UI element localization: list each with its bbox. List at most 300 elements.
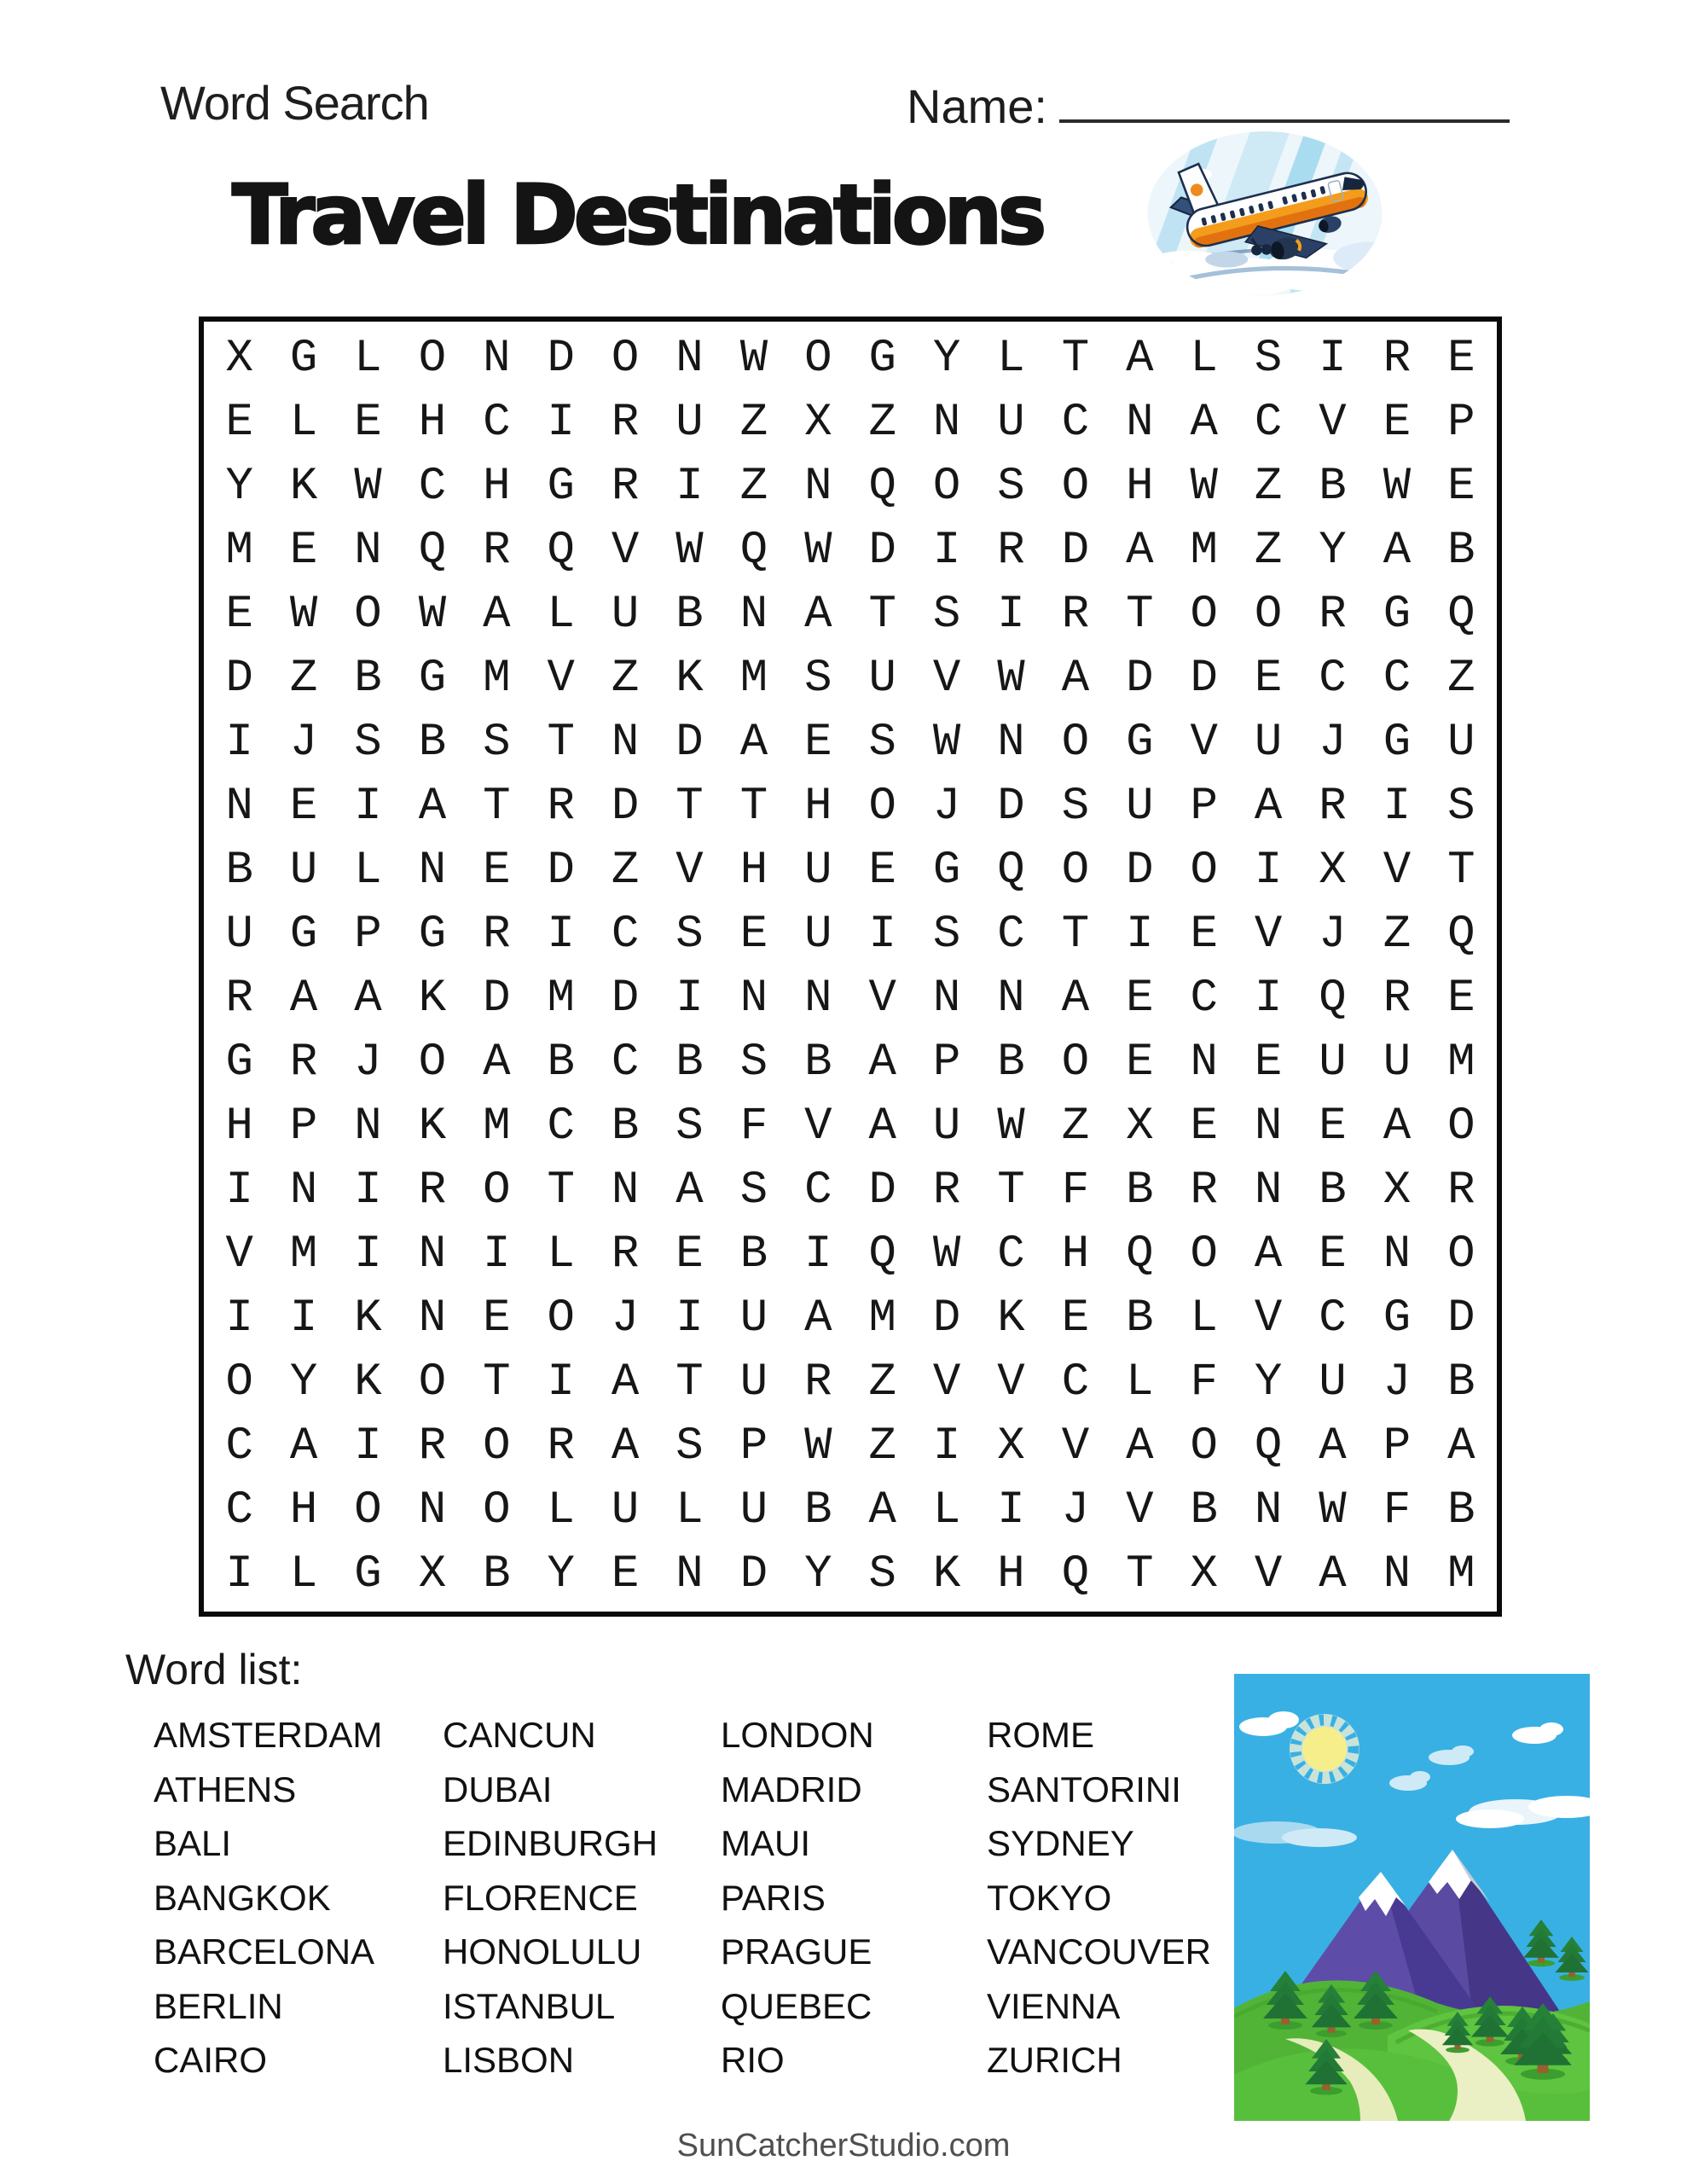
grid-cell: N xyxy=(289,1164,318,1217)
grid-cell: O xyxy=(547,1292,575,1345)
grid-cell: P xyxy=(932,1036,961,1089)
grid-cell: D xyxy=(1447,1292,1475,1345)
grid-cell: B xyxy=(1319,1164,1347,1217)
word-list-item: CAIRO xyxy=(154,2040,268,2080)
grid-cell: B xyxy=(1126,1164,1154,1217)
grid-cell: M xyxy=(289,1228,318,1281)
grid-cell: O xyxy=(1190,588,1218,641)
word-list-item: HONOLULU xyxy=(443,1931,642,1972)
grid-cell: X xyxy=(1319,844,1347,897)
grid-cell: O xyxy=(1061,460,1090,513)
grid-cell: Z xyxy=(1061,1100,1090,1153)
puzzle-title: Travel Destinations xyxy=(232,167,1043,263)
word-list-item: SANTORINI xyxy=(987,1769,1181,1809)
grid-cell: C xyxy=(225,1484,253,1536)
grid-cell: O xyxy=(1061,716,1090,769)
grid-cell: O xyxy=(868,780,896,833)
grid-cell: N xyxy=(1126,396,1154,449)
grid-cell: Z xyxy=(1254,460,1283,513)
word-list-column xyxy=(154,1708,382,2088)
grid-cell: D xyxy=(675,716,704,769)
grid-cell: P xyxy=(289,1100,318,1153)
grid-cell: I xyxy=(547,908,575,961)
grid-cell: N xyxy=(1254,1164,1283,1217)
grid-cell: K xyxy=(997,1292,1025,1345)
grid-cell: O xyxy=(483,1420,511,1472)
word-list-item: ATHENS xyxy=(154,1769,297,1809)
grid-cell: C xyxy=(611,908,640,961)
grid-cell: O xyxy=(418,1356,447,1409)
grid-cell: K xyxy=(354,1356,382,1409)
word-list-item: ZURICH xyxy=(987,2040,1122,2080)
grid-cell: J xyxy=(354,1036,382,1089)
grid-cell: C xyxy=(997,1228,1025,1281)
grid-cell: T xyxy=(1447,844,1475,897)
grid-cell: U xyxy=(1319,1356,1347,1409)
grid-cell: W xyxy=(1190,460,1218,513)
grid-cell: L xyxy=(675,1484,704,1536)
grid-cell: U xyxy=(739,1484,768,1536)
grid-cell: Z xyxy=(739,460,768,513)
grid-cell: J xyxy=(1319,716,1347,769)
grid-cell: J xyxy=(1383,1356,1412,1409)
grid-cell: A xyxy=(1319,1548,1347,1600)
grid-cell: W xyxy=(997,652,1025,705)
grid-cell: A xyxy=(868,1484,896,1536)
grid-cell: I xyxy=(1254,844,1283,897)
word-list-column xyxy=(721,1708,874,2088)
grid-cell: Y xyxy=(547,1548,575,1600)
grid-cell: D xyxy=(1126,844,1154,897)
grid-cell: V xyxy=(932,652,961,705)
grid-cell: M xyxy=(739,652,768,705)
grid-cell: G xyxy=(289,908,318,961)
grid-cell: N xyxy=(418,1292,447,1345)
grid-cell: H xyxy=(225,1100,253,1153)
grid-cell: O xyxy=(804,332,832,385)
grid-cell: W xyxy=(804,524,832,577)
grid-cell: K xyxy=(354,1292,382,1345)
grid-cell: I xyxy=(225,716,253,769)
grid-cell: G xyxy=(418,908,447,961)
grid-cell: Z xyxy=(1383,908,1412,961)
grid-cell: I xyxy=(354,780,382,833)
grid-cell: V xyxy=(1319,396,1347,449)
grid-cell: O xyxy=(1061,844,1090,897)
name-block xyxy=(907,75,1510,134)
grid-cell: W xyxy=(932,716,961,769)
grid-cell: G xyxy=(1383,716,1412,769)
grid-cell: U xyxy=(1383,1036,1412,1089)
grid-cell: I xyxy=(289,1292,318,1345)
grid-cell: O xyxy=(225,1356,253,1409)
grid-cell: Y xyxy=(1254,1356,1283,1409)
grid-cell: P xyxy=(354,908,382,961)
grid-cell: C xyxy=(547,1100,575,1153)
word-list-column xyxy=(987,1708,1211,2088)
word-list-item: FLORENCE xyxy=(443,1877,638,1918)
grid-cell: A xyxy=(1254,780,1283,833)
grid-cell: B xyxy=(997,1036,1025,1089)
grid-cell: O xyxy=(483,1164,511,1217)
grid-cell: N xyxy=(1190,1036,1218,1089)
grid-cell: P xyxy=(1190,780,1218,833)
grid-cell: D xyxy=(547,844,575,897)
grid-cell: A xyxy=(1254,1228,1283,1281)
grid-cell: C xyxy=(1190,972,1218,1025)
grid-cell: N xyxy=(739,588,768,641)
grid-cell: D xyxy=(997,780,1025,833)
grid-cell: R xyxy=(611,1228,640,1281)
grid-cell: W xyxy=(804,1420,832,1472)
grid-cell: V xyxy=(997,1356,1025,1409)
site-credit: SunCatcherStudio.com xyxy=(676,2128,1011,2164)
grid-cell: N xyxy=(611,716,640,769)
grid-cell: O xyxy=(1254,588,1283,641)
grid-cell: V xyxy=(868,972,896,1025)
grid-cell: W xyxy=(675,524,704,577)
grid-cell: R xyxy=(225,972,253,1025)
grid-cell: U xyxy=(225,908,253,961)
grid-cell: B xyxy=(1447,1484,1475,1536)
grid-cell: L xyxy=(932,1484,961,1536)
grid-cell: T xyxy=(739,780,768,833)
grid-cell: P xyxy=(739,1420,768,1472)
grid-cell: C xyxy=(418,460,447,513)
grid-cell: H xyxy=(1126,460,1154,513)
grid-cell: O xyxy=(418,1036,447,1089)
grid-cell: N xyxy=(932,396,961,449)
grid-cell: D xyxy=(1126,652,1154,705)
grid-cell: D xyxy=(483,972,511,1025)
name-write-line xyxy=(1059,75,1510,123)
grid-cell: T xyxy=(547,1164,575,1217)
grid-cell: B xyxy=(1447,524,1475,577)
grid-cell: V xyxy=(1190,716,1218,769)
grid-cell: T xyxy=(868,588,896,641)
grid-cell: S xyxy=(739,1036,768,1089)
grid-cell: I xyxy=(225,1164,253,1217)
grid-cell: A xyxy=(1447,1420,1475,1472)
grid-cell: E xyxy=(1319,1228,1347,1281)
word-list-item: SYDNEY xyxy=(987,1823,1134,1863)
grid-cell: J xyxy=(1061,1484,1090,1536)
grid-cell: N xyxy=(1254,1484,1283,1536)
grid-cell: B xyxy=(804,1036,832,1089)
grid-cell: S xyxy=(675,908,704,961)
grid-cell: R xyxy=(418,1420,447,1472)
grid-cell: V xyxy=(547,652,575,705)
grid-cell: E xyxy=(804,716,832,769)
grid-cell: R xyxy=(1383,332,1412,385)
grid-cell: N xyxy=(739,972,768,1025)
grid-cell: M xyxy=(1447,1548,1475,1600)
grid-cell: R xyxy=(547,780,575,833)
grid-cell: W xyxy=(997,1100,1025,1153)
grid-cell: L xyxy=(547,1228,575,1281)
grid-cell: K xyxy=(932,1548,961,1600)
grid-cell: E xyxy=(1126,1036,1154,1089)
grid-cell: T xyxy=(547,716,575,769)
word-list-heading: Word list: xyxy=(125,1646,303,1693)
grid-cell: R xyxy=(289,1036,318,1089)
grid-cell: O xyxy=(1190,1420,1218,1472)
grid-cell: T xyxy=(997,1164,1025,1217)
word-list-item: BANGKOK xyxy=(154,1877,331,1918)
grid-cell: E xyxy=(1254,1036,1283,1089)
grid-cell: S xyxy=(739,1164,768,1217)
grid-cell: E xyxy=(225,396,253,449)
grid-cell: M xyxy=(1190,524,1218,577)
airplane-icon xyxy=(1140,128,1389,299)
grid-cell: C xyxy=(225,1420,253,1472)
grid-cell: V xyxy=(1254,1292,1283,1345)
grid-cell: M xyxy=(547,972,575,1025)
grid-cell: S xyxy=(675,1420,704,1472)
grid-cell: O xyxy=(611,332,640,385)
grid-cell: I xyxy=(868,908,896,961)
grid-cell: H xyxy=(997,1548,1025,1600)
grid-cell: R xyxy=(1061,588,1090,641)
grid-cell: N xyxy=(1383,1228,1412,1281)
grid-cell: O xyxy=(932,460,961,513)
word-list-item: PRAGUE xyxy=(721,1931,872,1972)
grid-cell: K xyxy=(418,972,447,1025)
grid-cell: G xyxy=(932,844,961,897)
grid-cell: K xyxy=(289,460,318,513)
grid-cell: W xyxy=(1383,460,1412,513)
grid-cell: V xyxy=(1254,908,1283,961)
grid-cell: D xyxy=(868,524,896,577)
grid-cell: D xyxy=(932,1292,961,1345)
grid-cell: N xyxy=(932,972,961,1025)
grid-cell: D xyxy=(1190,652,1218,705)
grid-cell: O xyxy=(354,588,382,641)
grid-cell: E xyxy=(739,908,768,961)
grid-cell: J xyxy=(611,1292,640,1345)
grid-cell: I xyxy=(1319,332,1347,385)
grid-cell: A xyxy=(1061,652,1090,705)
grid-cell: B xyxy=(225,844,253,897)
grid-cell: E xyxy=(1190,908,1218,961)
grid-cell: V xyxy=(1383,844,1412,897)
grid-cell: Z xyxy=(1254,524,1283,577)
grid-cell: R xyxy=(1190,1164,1218,1217)
grid-cell: U xyxy=(1447,716,1475,769)
worksheet-type-label: Word Search xyxy=(160,76,429,130)
grid-cell: V xyxy=(804,1100,832,1153)
grid-cell: N xyxy=(1254,1100,1283,1153)
grid-cell: U xyxy=(1126,780,1154,833)
grid-cell: E xyxy=(1447,460,1475,513)
grid-cell: Y xyxy=(932,332,961,385)
grid-cell: F xyxy=(739,1100,768,1153)
grid-cell: R xyxy=(1383,972,1412,1025)
grid-cell: S xyxy=(868,716,896,769)
grid-cell: O xyxy=(1447,1228,1475,1281)
grid-cell: O xyxy=(1190,1228,1218,1281)
word-list-item: RIO xyxy=(721,2040,785,2080)
grid-cell: A xyxy=(289,972,318,1025)
grid-cell: W xyxy=(739,332,768,385)
grid-cell: Z xyxy=(1447,652,1475,705)
grid-cell: A xyxy=(868,1036,896,1089)
grid-cell: I xyxy=(932,1420,961,1472)
grid-cell: G xyxy=(418,652,447,705)
grid-cell: A xyxy=(1126,332,1154,385)
grid-cell: I xyxy=(675,1292,704,1345)
word-list-item: DUBAI xyxy=(443,1769,553,1809)
grid-cell: E xyxy=(225,588,253,641)
grid-cell: B xyxy=(354,652,382,705)
grid-cell: C xyxy=(611,1036,640,1089)
grid-cell: E xyxy=(1383,396,1412,449)
grid-cell: Y xyxy=(804,1548,832,1600)
grid-cell: S xyxy=(804,652,832,705)
grid-cell: D xyxy=(1061,524,1090,577)
grid-cell: D xyxy=(868,1164,896,1217)
grid-cell: I xyxy=(483,1228,511,1281)
grid-cell: A xyxy=(804,1292,832,1345)
word-list-item: ISTANBUL xyxy=(443,1985,616,2026)
grid-cell: H xyxy=(739,844,768,897)
grid-cell: E xyxy=(1254,652,1283,705)
grid-cell: I xyxy=(1383,780,1412,833)
grid-cell: Q xyxy=(868,1228,896,1281)
word-list-item: AMSTERDAM xyxy=(154,1715,383,1755)
grid-cell: E xyxy=(483,844,511,897)
grid-cell: R xyxy=(1447,1164,1475,1217)
grid-cell: I xyxy=(354,1420,382,1472)
word-list-item: BARCELONA xyxy=(154,1931,375,1972)
grid-cell: S xyxy=(1447,780,1475,833)
grid-cell: H xyxy=(483,460,511,513)
grid-cell: A xyxy=(804,588,832,641)
grid-cell: M xyxy=(483,652,511,705)
grid-cell: K xyxy=(675,652,704,705)
grid-cell: U xyxy=(804,844,832,897)
grid-cell: I xyxy=(354,1228,382,1281)
grid-cell: A xyxy=(1061,972,1090,1025)
grid-cell: X xyxy=(1190,1548,1218,1600)
grid-cell: Q xyxy=(1447,588,1475,641)
grid-cell: U xyxy=(868,652,896,705)
grid-cell: O xyxy=(1190,844,1218,897)
grid-cell: A xyxy=(418,780,447,833)
word-list-column xyxy=(443,1708,658,2088)
grid-cell: Q xyxy=(1319,972,1347,1025)
grid-cell: R xyxy=(1319,588,1347,641)
grid-cell: A xyxy=(483,1036,511,1089)
grid-cell: E xyxy=(675,1228,704,1281)
grid-cell: C xyxy=(1319,1292,1347,1345)
grid-cell: U xyxy=(804,908,832,961)
grid-cell: L xyxy=(997,332,1025,385)
grid-cell: N xyxy=(675,332,704,385)
grid-cell: T xyxy=(1126,1548,1154,1600)
grid-cell: D xyxy=(225,652,253,705)
grid-cell: X xyxy=(225,332,253,385)
grid-cell: A xyxy=(675,1164,704,1217)
grid-cell: F xyxy=(1061,1164,1090,1217)
grid-cell: T xyxy=(1061,908,1090,961)
grid-cell: W xyxy=(354,460,382,513)
grid-cell: G xyxy=(225,1036,253,1089)
grid-cell: G xyxy=(289,332,318,385)
grid-cell: P xyxy=(1383,1420,1412,1472)
grid-cell: A xyxy=(1190,396,1218,449)
grid-cell: I xyxy=(225,1548,253,1600)
grid-cell: R xyxy=(997,524,1025,577)
grid-cell: T xyxy=(483,1356,511,1409)
grid-cell: Q xyxy=(739,524,768,577)
grid-cell: L xyxy=(1126,1356,1154,1409)
grid-cell: U xyxy=(739,1292,768,1345)
grid-cell: B xyxy=(1126,1292,1154,1345)
grid-cell: C xyxy=(1254,396,1283,449)
grid-cell: A xyxy=(483,588,511,641)
grid-cell: X xyxy=(997,1420,1025,1472)
grid-cell: B xyxy=(1190,1484,1218,1536)
grid-cell: C xyxy=(804,1164,832,1217)
grid-cell: Q xyxy=(868,460,896,513)
grid-cell: I xyxy=(225,1292,253,1345)
grid-cell: O xyxy=(354,1484,382,1536)
grid-cell: A xyxy=(1383,1100,1412,1153)
grid-cell: I xyxy=(547,396,575,449)
grid-cell: V xyxy=(1061,1420,1090,1472)
grid-cell: F xyxy=(1190,1356,1218,1409)
grid-cell: E xyxy=(1126,972,1154,1025)
grid-cell: R xyxy=(418,1164,447,1217)
grid-cell: I xyxy=(1126,908,1154,961)
grid-cell: U xyxy=(997,396,1025,449)
grid-cell: E xyxy=(868,844,896,897)
grid-cell: H xyxy=(1061,1228,1090,1281)
grid-cell: G xyxy=(1383,588,1412,641)
word-list-item: MADRID xyxy=(721,1769,862,1809)
grid-cell: Q xyxy=(997,844,1025,897)
grid-cell: U xyxy=(289,844,318,897)
grid-cell: Z xyxy=(868,1356,896,1409)
grid-cell: A xyxy=(1126,524,1154,577)
grid-cell: Z xyxy=(868,396,896,449)
grid-cell: I xyxy=(804,1228,832,1281)
grid-cell: A xyxy=(739,716,768,769)
grid-cell: N xyxy=(997,972,1025,1025)
grid-cell: I xyxy=(1254,972,1283,1025)
grid-cell: N xyxy=(225,780,253,833)
word-list-item: PARIS xyxy=(721,1877,826,1918)
grid-cell: U xyxy=(611,588,640,641)
grid-cell: L xyxy=(289,1548,318,1600)
grid-cell: V xyxy=(225,1228,253,1281)
word-list-item: ROME xyxy=(987,1715,1094,1755)
grid-cell: X xyxy=(418,1548,447,1600)
grid-cell: N xyxy=(418,1484,447,1536)
grid-cell: G xyxy=(354,1548,382,1600)
grid-cell: Z xyxy=(289,652,318,705)
grid-cell: O xyxy=(483,1484,511,1536)
grid-cell: B xyxy=(675,588,704,641)
letter-grid xyxy=(199,317,1502,1617)
grid-cell: Q xyxy=(418,524,447,577)
grid-cell: C xyxy=(1061,1356,1090,1409)
grid-cell: C xyxy=(1319,652,1347,705)
grid-cell: W xyxy=(289,588,318,641)
grid-cell: A xyxy=(354,972,382,1025)
grid-cell: V xyxy=(932,1356,961,1409)
